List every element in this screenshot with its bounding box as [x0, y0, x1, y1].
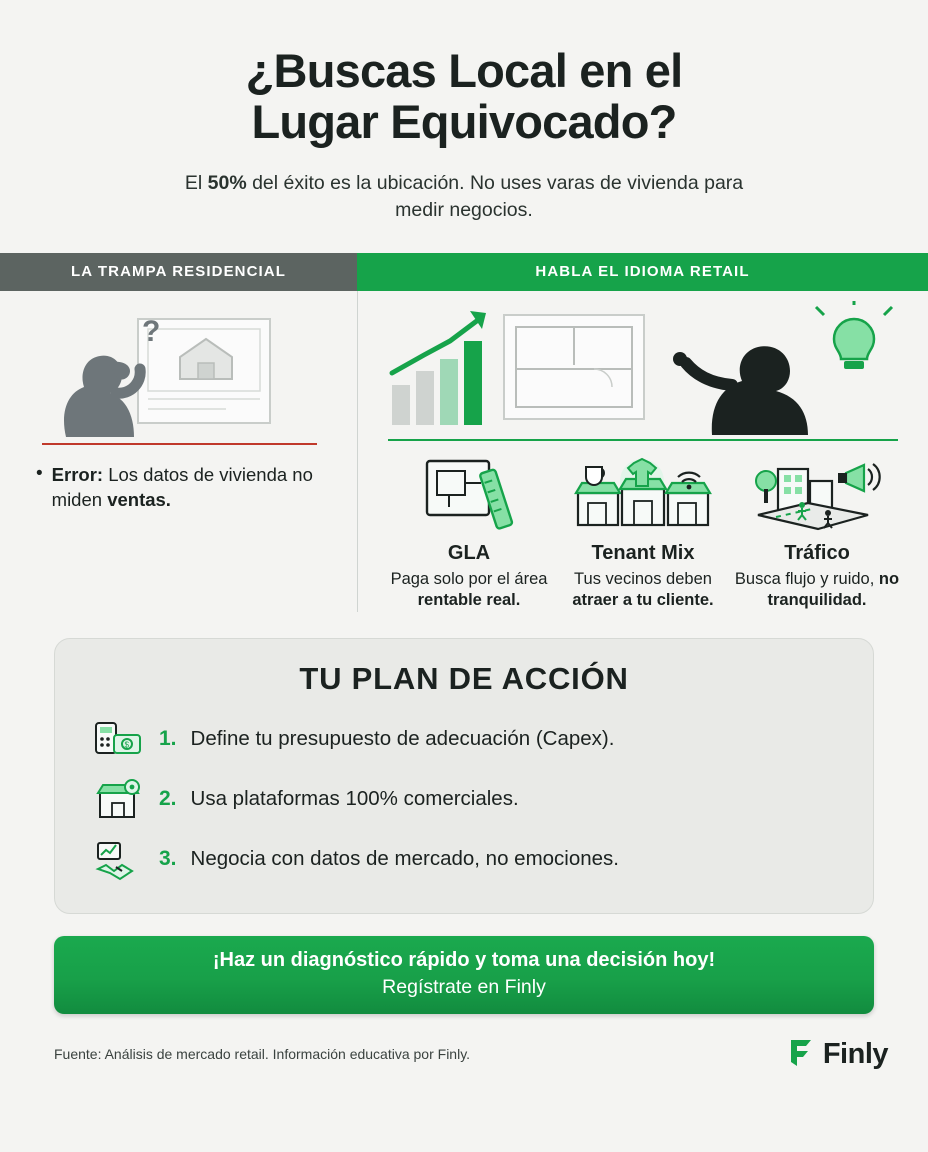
brand-logo: [785, 1036, 888, 1073]
header: [0, 0, 928, 225]
action-plan-step-1: [81, 709, 847, 769]
error-label: Error:: [51, 464, 104, 486]
store-gear-icon: [91, 776, 145, 822]
handshake-chart-icon: [91, 836, 145, 882]
error-text: Los datos de vivienda no miden: [51, 464, 313, 511]
feature-tenant-mix-desc-strong: atraer a tu cliente.: [572, 591, 714, 610]
action-plan-step-2-text: Usa plataformas 100% comerciales.: [190, 786, 519, 810]
feature-tenant-mix-title: Tenant Mix: [591, 542, 695, 565]
action-plan-card: [54, 638, 874, 914]
blueprint-ruler-icon: [386, 455, 552, 533]
page-title-line-2: Lugar Equivocado?: [251, 94, 677, 148]
divider-green: [388, 439, 898, 442]
page-title-line-1: ¿Buscas Local en el: [245, 44, 683, 97]
brand-name: Finly: [822, 1037, 888, 1070]
feature-trafico-desc-text: Busca flujo y ruido,: [734, 570, 879, 589]
action-plan-step-3: [81, 829, 847, 889]
feature-tenant-mix-desc-text: Tus vecinos deben: [574, 570, 712, 589]
comparison-bands: [0, 253, 928, 291]
action-plan-title: TU PLAN DE ACCIÓN: [299, 660, 629, 696]
band-residential-trap: LA TRAMPA RESIDENCIAL: [0, 253, 357, 291]
feature-gla: [384, 455, 554, 611]
svg-text:?: ?: [142, 314, 161, 348]
feature-trafico-title: Tráfico: [784, 542, 850, 565]
feature-trafico-desc: [734, 569, 900, 611]
action-plan-step-2-number: 2.: [159, 786, 177, 810]
column-residential: [0, 291, 357, 612]
action-plan-step-3-number: 3.: [159, 846, 177, 870]
column-retail: [357, 291, 928, 612]
bullet-dot-icon: •: [36, 463, 43, 485]
cta-subline: Regístrate en Finly: [382, 975, 546, 998]
divider-red: [42, 443, 317, 446]
feature-gla-title: GLA: [447, 542, 491, 565]
action-plan-step-1-number: 1.: [159, 726, 177, 750]
cta-headline: ¡Haz un diagnóstico rápido y toma una decisión hoy!: [212, 948, 716, 971]
finly-mark-icon: [785, 1036, 815, 1073]
feature-gla-desc: [386, 569, 552, 611]
subtitle: [174, 170, 754, 225]
feature-trafico: [732, 455, 902, 611]
feature-tenant-mix: [558, 455, 728, 611]
confused-person-blueprint-illustration: [30, 307, 327, 439]
page-title: [40, 46, 888, 148]
feature-gla-desc-text: Paga solo por el área: [390, 570, 548, 589]
footer-source: Fuente: Análisis de mercado retail. Información educativa por Finly.: [54, 1046, 471, 1063]
storefronts-icon: [560, 455, 726, 533]
footer: [0, 1014, 928, 1073]
error-emphasis: ventas.: [107, 489, 171, 511]
subtitle-part-2: del éxito es la ubicación. No uses varas de vivienda para medir negocios.: [246, 171, 744, 222]
action-plan-step-1-text: Define tu presupuesto de adecuación (Capex).: [190, 726, 615, 750]
error-bullet: [30, 463, 327, 513]
feature-gla-desc-strong: rentable real.: [417, 591, 521, 610]
subtitle-highlight: 50%: [207, 171, 247, 194]
feature-trafico-desc-strong: no tranquilidad.: [767, 570, 900, 610]
subtitle-part-1: El: [184, 171, 208, 194]
comparison-columns: [0, 291, 928, 612]
action-plan-step-3-text: Negocia con datos de mercado, no emociones.: [190, 846, 619, 870]
analyst-growth-illustration: [384, 301, 902, 437]
city-traffic-icon: [734, 455, 900, 533]
calculator-money-icon: [91, 716, 145, 762]
cta-banner[interactable]: [54, 936, 874, 1014]
action-plan-step-2: [81, 769, 847, 829]
svg-text:$: $: [124, 740, 129, 750]
feature-tenant-mix-desc: [560, 569, 726, 611]
band-retail-language: HABLA EL IDIOMA RETAIL: [357, 253, 928, 291]
feature-list: [384, 455, 902, 611]
